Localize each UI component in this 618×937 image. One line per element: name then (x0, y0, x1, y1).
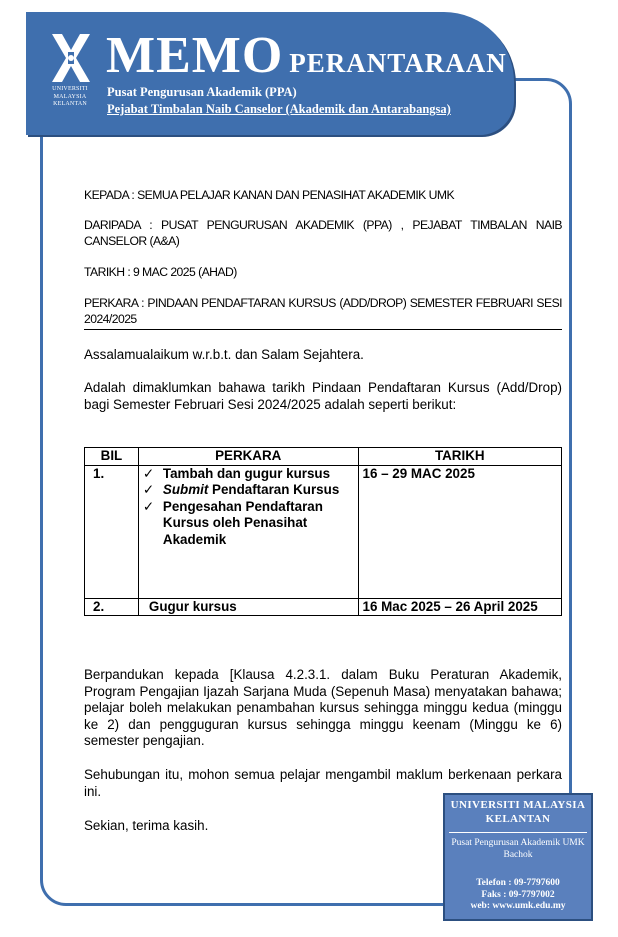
memo-from: DARIPADA : PUSAT PENGURUSAN AKADEMIK (PPA) , PEJABAT TIMBALAN NAIB CANSELOR (A&A) (84, 218, 562, 248)
card-web: web: www.umk.edu.my (470, 901, 566, 911)
table-row (85, 465, 562, 598)
list-item: ✓ Tambah dan gugur kursus (142, 465, 331, 481)
check-icon: ✓ (142, 482, 155, 497)
banner-office: Pejabat Timbalan Naib Canselor (Akademik dan Antarabangsa) (107, 102, 451, 116)
card-phone: Telefon : 09-7797600 (476, 878, 560, 888)
table-row (85, 598, 562, 616)
banner-department: Pusat Pengurusan Akademik (PPA) (107, 85, 297, 99)
card-divider (449, 832, 587, 833)
perantaraan-word: PERANTARAAN (289, 48, 507, 78)
list-item: ✓ Submit Pendaftaran Kursus (142, 482, 340, 497)
intro-paragraph: Adalah dimaklumkan bahawa tarikh Pindaan Pendaftaran Kursus (Add/Drop) bagi Semester Februari Sesi 2024/2025 adalah seperti berikut: (84, 380, 562, 412)
memo-date: TARIKH : 9 MAC 2025 (AHAD) (84, 265, 237, 279)
check-icon: ✓ (142, 465, 155, 481)
col-perkara-header: PERKARA (138, 448, 358, 466)
col-tarikh-header: TARIKH (358, 448, 562, 466)
table-header-row (85, 448, 562, 466)
card-university: UNIVERSITI MALAYSIA KELANTAN (450, 799, 586, 825)
logo-university-text: UNIVERSITI MALAYSIA KELANTAN (52, 86, 88, 107)
card-contacts (445, 878, 591, 913)
row1-tarikh: 16 – 29 MAC 2025 (358, 465, 562, 598)
schedule-table (84, 447, 562, 616)
contact-card (443, 793, 593, 921)
card-fax: Faks : 09-7797002 (481, 889, 555, 900)
memo-title (106, 28, 507, 91)
greeting: Assalamualaikum w.r.b.t. dan Salam Sejahtera. (84, 347, 364, 362)
memo-word: MEMO (106, 27, 284, 84)
header-divider (84, 329, 562, 330)
row1-bil: 1. (85, 465, 139, 598)
row2-bil: 2. (85, 598, 139, 616)
memo-to: KEPADA : SEMUA PELAJAR KANAN DAN PENASIHAT AKADEMIK UMK (84, 188, 455, 202)
regulation-paragraph: Berpandukan kepada [Klausa 4.2.3.1. dalam Buku Peraturan Akademik, Program Pengajian Ijazah Sarjana Muda (Sepenuh Masa) menyatakan bahawa; pelajar boleh melakukan penambahan kursus sehingga minggu kedua (minggu ke 2) dan pengguguran kursus sehingga minggu keenam (Minggu ke 6) semester pengajian. (84, 667, 562, 748)
col-bil-header: BIL (85, 448, 139, 466)
list-item: ✓ Pengesahan Pendaftaran Kursus oleh Penasihat Akademik (142, 498, 323, 547)
row2-perkara: Gugur kursus (138, 598, 358, 616)
check-icon: ✓ (142, 498, 155, 514)
row1-perkara (138, 465, 358, 598)
memo-subject: PERKARA : PINDAAN PENDAFTARAN KURSUS (ADD/DROP) SEMESTER FEBRUARI SESI 2024/2025 (84, 296, 562, 326)
closing-line: Sekian, terima kasih. (84, 818, 209, 833)
notice-paragraph: Sehubungan itu, mohon semua pelajar mengambil maklum berkenaan perkara ini. (84, 767, 562, 799)
row1-checklist (143, 466, 354, 549)
card-department: Pusat Pengurusan Akademik UMK Bachok (451, 838, 585, 860)
row2-tarikh: 16 Mac 2025 – 26 April 2025 (358, 598, 562, 616)
